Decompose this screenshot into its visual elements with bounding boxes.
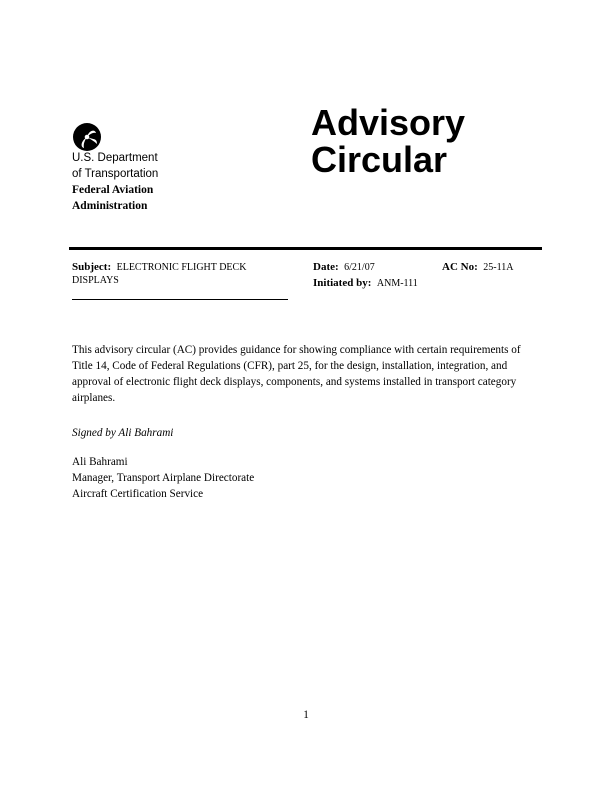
signature-block <box>72 454 254 502</box>
header-rule <box>69 247 542 250</box>
signer-title: Manager, Transport Airplane Directorate <box>72 472 255 484</box>
purpose-paragraph: This advisory circular (AC) provides guidance for showing compliance with certain requirements of Title 14, Code of Federal Regulations (CFR), part 25, for the design, installation, integration, and approval of electronic flight deck displays, components, and systems installed in transport category airplanes. <box>72 344 521 404</box>
document-title: Advisory Circular <box>311 102 466 180</box>
dot-triskelion-icon <box>72 122 102 152</box>
page-number: 1 <box>303 709 309 721</box>
ac-number-field: AC No: 25-11A <box>442 261 514 273</box>
signer-name: Ali Bahrami <box>72 456 128 468</box>
signed-by-line: Signed by Ali Bahrami <box>72 427 174 439</box>
date-field: Date: 6/21/07 <box>313 261 375 273</box>
subject-field: Subject: ELECTRONIC FLIGHT DECK DISPLAYS <box>72 261 247 286</box>
agency-name: Federal Aviation Administration <box>72 184 154 212</box>
initiated-by-field: Initiated by: ANM-111 <box>313 277 418 289</box>
signer-org: Aircraft Certification Service <box>72 488 204 500</box>
department-name: U.S. Department of Transportation <box>72 152 159 180</box>
subject-underline <box>72 299 288 300</box>
